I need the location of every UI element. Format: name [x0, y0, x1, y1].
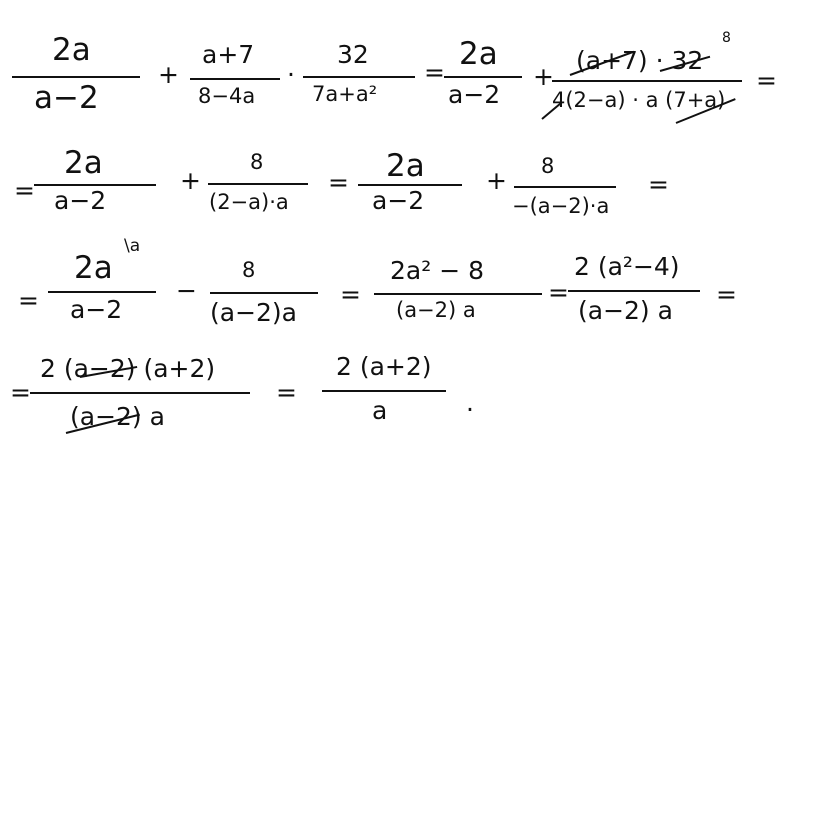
- l2-frac1-numerator: 2a: [64, 145, 103, 181]
- l2-frac4-denominator: −(a−2)·a: [512, 194, 610, 218]
- l3-frac1-bar: [48, 291, 156, 293]
- l2-frac3-denominator: a−2: [372, 186, 425, 215]
- l3-equals-1: =: [340, 280, 361, 309]
- l2-frac4-bar: [514, 186, 616, 188]
- l3-frac1-denominator: a−2: [70, 295, 123, 324]
- l1-frac3-numerator: 32: [337, 40, 369, 69]
- l4-equals-0: =: [10, 378, 31, 407]
- l1-frac5-bar: [552, 80, 742, 82]
- l4-equals-1: =: [276, 378, 297, 407]
- l2-frac1-denominator: a−2: [54, 186, 107, 215]
- l1-frac5-denominator: 4(2−a) · a (7+a): [552, 88, 726, 112]
- l1-plus-1: +: [158, 60, 179, 89]
- l3-frac4-bar: [568, 290, 700, 292]
- l1-frac2-numerator: a+7: [202, 40, 255, 69]
- l1-frac1-denominator: a−2: [34, 80, 99, 116]
- l3-frac3-denominator: (a−2) a: [396, 298, 476, 322]
- l1-plus-2: +: [533, 62, 554, 91]
- l4-frac1-bar: [30, 392, 250, 394]
- l2-plus-2: +: [486, 166, 507, 195]
- l1-frac3-bar: [303, 76, 415, 78]
- l1-frac1-bar: [12, 76, 140, 78]
- l4-period: .: [466, 388, 474, 417]
- l3-frac2-denominator: (a−2)a: [210, 298, 297, 327]
- l3-minus: −: [176, 276, 197, 305]
- l4-frac1-numerator: 2 (a−2) (a+2): [40, 354, 216, 383]
- l3-frac1-numerator: 2a: [74, 250, 113, 286]
- l1-frac2-denominator: 8−4a: [198, 84, 256, 108]
- l3-frac3-bar: [374, 293, 542, 295]
- l3-frac4-denominator: (a−2) a: [578, 296, 673, 325]
- l2-plus-1: +: [180, 166, 201, 195]
- l3-frac1-numerator-sup: \a: [124, 236, 141, 256]
- l2-frac2-bar: [208, 183, 308, 185]
- l2-equals-1: =: [328, 168, 349, 197]
- l3-equals-3: =: [716, 280, 737, 309]
- l1-frac4-denominator: a−2: [448, 80, 501, 109]
- l4-frac2-denominator: a: [372, 396, 388, 425]
- l4-frac2-bar: [322, 390, 446, 392]
- l2-equals-0: =: [14, 176, 35, 205]
- l1-frac1-numerator: 2a: [52, 32, 91, 68]
- l2-frac3-numerator: 2a: [386, 148, 425, 184]
- l1-frac4-bar: [444, 76, 522, 78]
- l2-frac4-numerator: 8: [541, 154, 555, 178]
- l1-frac5-numerator-sup: 8: [722, 30, 731, 46]
- l3-equals-0: =: [18, 286, 39, 315]
- l2-frac2-denominator: (2−a)·a: [209, 190, 289, 214]
- l2-equals-2: =: [648, 170, 669, 199]
- l4-frac1-denominator: (a−2) a: [70, 402, 165, 431]
- l1-frac4-numerator: 2a: [459, 36, 498, 72]
- l1-frac2-bar: [190, 78, 280, 80]
- l2-frac2-numerator: 8: [250, 150, 264, 174]
- l3-frac3-numerator: 2a² − 8: [390, 256, 484, 285]
- l4-frac2-numerator: 2 (a+2): [336, 352, 432, 381]
- l3-frac2-bar: [210, 292, 318, 294]
- l1-equals-1: =: [424, 58, 445, 87]
- l3-frac4-numerator: 2 (a²−4): [574, 252, 680, 281]
- l1-frac3-denominator: 7a+a²: [312, 82, 378, 106]
- l3-equals-2: =: [548, 278, 569, 307]
- l1-frac5-numerator: (a+7) · 32: [576, 46, 704, 75]
- l3-frac2-numerator: 8: [242, 258, 256, 282]
- l1-equals-2: =: [756, 66, 777, 95]
- l1-times-dot: ·: [287, 60, 295, 89]
